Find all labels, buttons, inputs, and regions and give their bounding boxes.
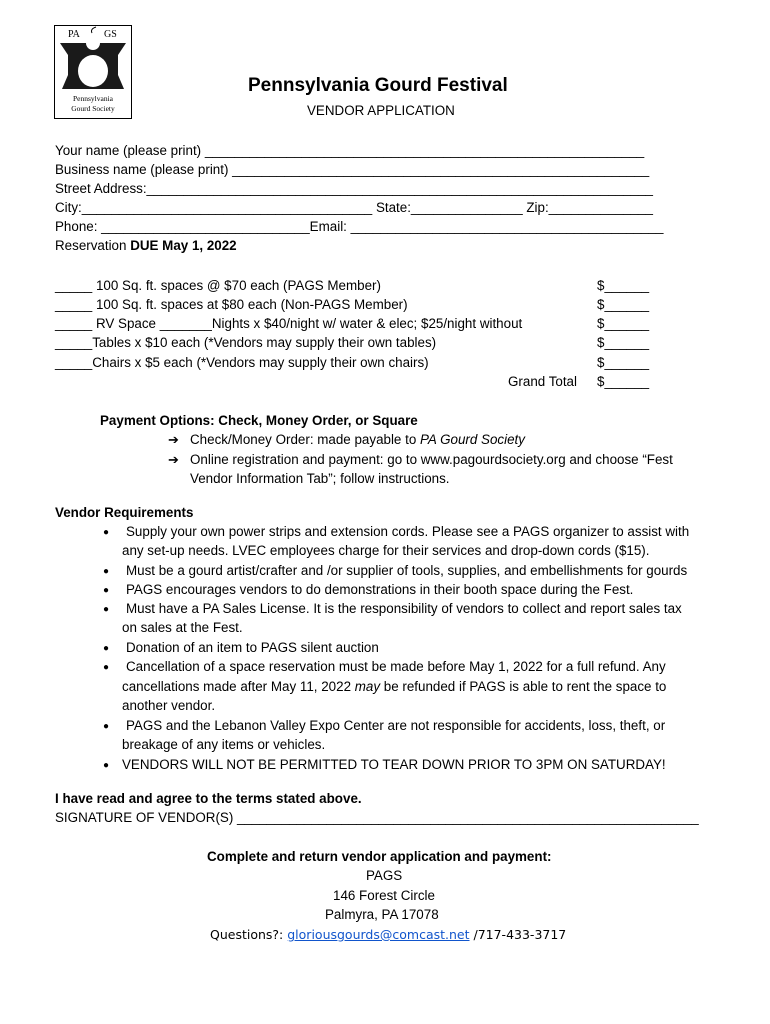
bullet-icon: ● (103, 643, 110, 654)
logo-line1: Pennsylvania (73, 94, 113, 103)
bullet-icon: ● (103, 760, 110, 771)
requirement-cancellation-line3: another vendor. (122, 698, 216, 713)
cancellation-text-a: cancellations made after May 11, 2022 (122, 679, 355, 694)
agreement-statement: I have read and agree to the terms stated above. (55, 791, 362, 806)
contact-phone: /717-433-3717 (469, 927, 567, 942)
amount-tables[interactable]: $______ (597, 335, 650, 350)
reservation-due (55, 238, 237, 253)
signature-field[interactable]: SIGNATURE OF VENDOR(S) ______________________________________________________________ (55, 810, 699, 825)
requirement-power-line1: Supply your own power strips and extension cords. Please see a PAGS organizer to assist with (126, 524, 690, 539)
bullet-icon: ● (103, 604, 110, 615)
page-title: Pennsylvania Gourd Festival (248, 75, 508, 96)
logo-top-right: GS (104, 29, 117, 40)
payment-option-online-line1: Online registration and payment: go to www.pagourdsociety.org and choose “Fest (190, 452, 673, 467)
amount-chairs[interactable]: $______ (597, 355, 650, 370)
reservation-due-date: DUE May 1, 2022 (130, 238, 237, 253)
requirement-cancellation-line2 (122, 679, 666, 694)
grand-total-label: Grand Total (508, 374, 577, 389)
questions-line (210, 927, 566, 942)
return-org: PAGS (366, 868, 403, 883)
item-tables[interactable]: _____Tables x $10 each (*Vendors may supply their own tables) (55, 335, 437, 350)
return-city: Palmyra, PA 17078 (325, 907, 439, 922)
amount-member-spaces[interactable]: $______ (597, 278, 650, 293)
business-name-field[interactable]: Business name (please print) ________________________________________________________ (55, 162, 650, 177)
reservation-label: Reservation (55, 238, 131, 253)
bullet-icon: ● (103, 662, 110, 673)
requirement-liability-line2: breakage of any items or vehicles. (122, 737, 326, 752)
payment-heading: Payment Options: Check, Money Order, or Square (100, 413, 418, 428)
requirement-sales-license-line2: on sales at the Fest. (122, 620, 243, 635)
arrow-bullet-icon: ➔ (168, 452, 179, 467)
requirement-sales-license-line1: Must have a PA Sales License. It is the responsibility of vendors to collect and report sales tax (126, 601, 682, 616)
amount-rv-space[interactable]: $______ (597, 316, 650, 331)
requirement-liability-line1: PAGS and the Lebanon Valley Expo Center are not responsible for accidents, loss, theft, or (126, 718, 666, 733)
grand-total-amount[interactable]: $______ (597, 374, 650, 389)
city-state-zip-field[interactable]: City:_______________________________________ State:_______________ Zip:______________ (55, 200, 653, 215)
requirement-power-line2: any set-up needs. LVEC employees charge for their services and drop-down cords ($15). (122, 543, 650, 558)
logo-line2: Gourd Society (71, 104, 115, 113)
pags-logo (54, 25, 132, 119)
payment-option-check-text: Check/Money Order: made payable to (190, 432, 420, 447)
bullet-icon: ● (103, 527, 110, 538)
phone-email-field[interactable]: Phone: ____________________________Email: __________________________________________ (55, 219, 664, 234)
arrow-bullet-icon: ➔ (168, 432, 179, 447)
bullet-icon: ● (103, 585, 110, 596)
requirement-gourd-artist: Must be a gourd artist/crafter and /or supplier of tools, supplies, and embellishments for gourds (126, 563, 688, 578)
bullet-icon: ● (103, 721, 110, 732)
questions-label: Questions?: (210, 927, 288, 942)
requirements-heading: Vendor Requirements (55, 505, 194, 520)
contact-email-link[interactable]: gloriousgourds@comcast.net (287, 927, 470, 942)
return-street: 146 Forest Circle (333, 888, 435, 903)
item-nonmember-spaces[interactable]: _____ 100 Sq. ft. spaces at $80 each (Non-PAGS Member) (55, 297, 408, 312)
bullet-icon: ● (103, 566, 110, 577)
item-chairs[interactable]: _____Chairs x $5 each (*Vendors may supply their own chairs) (55, 355, 429, 370)
payment-option-check (190, 432, 525, 447)
requirement-donation: Donation of an item to PAGS silent auction (126, 640, 379, 655)
cancellation-text-b: be refunded if PAGS is able to rent the space to (380, 679, 667, 694)
amount-nonmember-spaces[interactable]: $______ (597, 297, 650, 312)
logo-top-left: PA (68, 29, 80, 40)
payment-option-online-line2: Vendor Information Tab”; follow instructions. (190, 471, 450, 486)
item-rv-space[interactable]: _____ RV Space _______Nights x $40/night w/ water & elec; $25/night without (55, 316, 523, 331)
payment-payee: PA Gourd Society (420, 432, 525, 447)
street-address-field[interactable]: Street Address:____________________________________________________________________ (55, 181, 653, 196)
requirement-cancellation-line1: Cancellation of a space reservation must be made before May 1, 2022 for a full refund. Any (126, 659, 666, 674)
requirement-teardown: VENDORS WILL NOT BE PERMITTED TO TEAR DOWN PRIOR TO 3PM ON SATURDAY! (122, 757, 666, 772)
page-subtitle: VENDOR APPLICATION (307, 103, 455, 118)
return-heading: Complete and return vendor application and payment: (207, 849, 552, 864)
name-field[interactable]: Your name (please print) ___________________________________________________________ (55, 143, 645, 158)
item-member-spaces[interactable]: _____ 100 Sq. ft. spaces @ $70 each (PAGS Member) (55, 278, 381, 293)
cancellation-emphasis: may (354, 679, 381, 694)
requirement-demonstrations: PAGS encourages vendors to do demonstrations in their booth space during the Fest. (126, 582, 634, 597)
